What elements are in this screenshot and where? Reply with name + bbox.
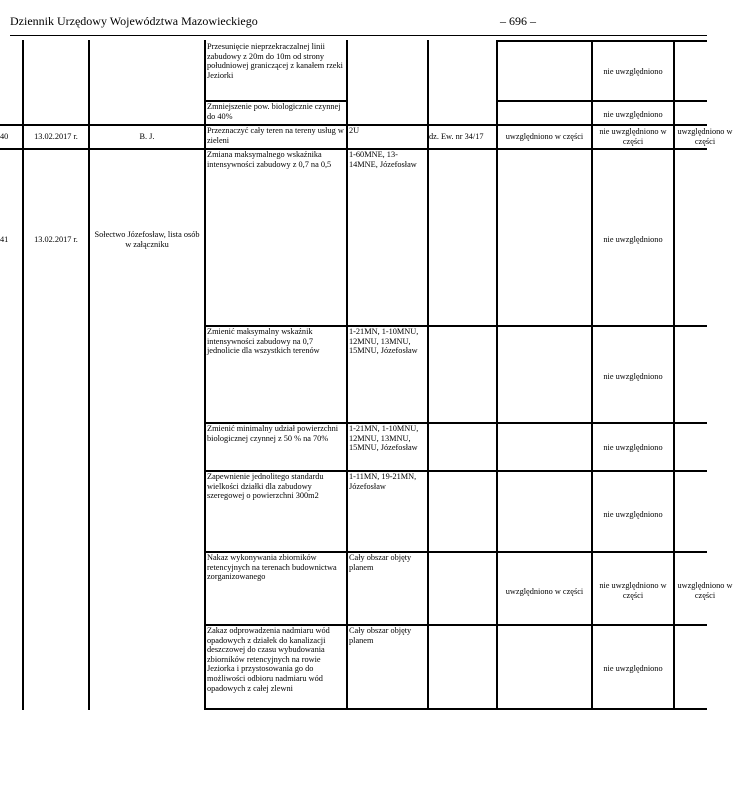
plan-area: Cały obszar objęty planem: [349, 553, 412, 572]
resolution-status: nie uwzględniono w części: [599, 581, 667, 600]
submission-date: 13.02.2017 r.: [34, 132, 78, 141]
resolution-status: nie uwzględniono: [603, 443, 663, 452]
plan-area: 1-21MN, 1-10MNU, 12MNU, 13MNU, 15MNU, Józefosław: [349, 424, 419, 453]
remark-description: Zmiana maksymalnego wskaźnika intensywności zabudowy z 0,7 na 0,5: [207, 150, 332, 169]
council-resolution: uwzględniono w części: [677, 127, 733, 146]
submitter-name: Sołectwo Józefosław, lista osób w załączniku: [94, 230, 200, 249]
remark-description: Zmienić minimalny udział powierzchni biologicznej czynnej z 50 % na 70%: [207, 424, 339, 443]
remark-description: Przesunięcie nieprzekraczalnej linii zabudowy z 20m do 10m od strony południowej graniczącej z kanałem rzeki Jeziorki: [207, 42, 343, 80]
remark-description: Zmniejszenie pow. biologicznie czynnej do 40%: [207, 102, 341, 121]
remark-description: Zapewnienie jednolitego standardu wielkości działki dla zabudowy szeregowej o powierzchni 300m2: [207, 472, 324, 501]
table-border: [496, 40, 707, 42]
wojt-resolution: uwzględniono w części: [505, 132, 584, 141]
journal-title: Dziennik Urzędowy Województwa Mazowieckiego: [10, 14, 258, 28]
plan-area: 1-21MN, 1-10MNU, 12MNU, 13MNU, 15MNU, Józefosław: [349, 327, 419, 356]
remark-description: Nakaz wykonywania zbiorników retencyjnych na terenach budownictwa zorganizowanego: [207, 553, 337, 582]
table-border: [204, 40, 206, 710]
entry-number: 41: [0, 235, 9, 244]
resolution-status: nie uwzględniono w części: [599, 127, 667, 146]
header-rule: [10, 35, 707, 36]
wojt-resolution: uwzględniono w części: [505, 587, 584, 596]
plan-area: Cały obszar objęty planem: [349, 626, 412, 645]
resolution-status: nie uwzględniono: [603, 510, 663, 519]
table-border: [346, 40, 348, 710]
remark-description: Zmienić maksymalny wskaźnik intensywności zabudowy na 0,7 jednolicie dla wszystkich terenów: [207, 327, 320, 356]
plan-area: 1-11MN, 19-21MN, Józefosław: [349, 472, 417, 491]
resolution-status: nie uwzględniono: [603, 235, 663, 244]
council-resolution: uwzględniono w części: [677, 581, 733, 600]
plan-area: 2U: [349, 126, 360, 135]
remark-description: Przeznaczyć cały teren na tereny usług w zieleni: [207, 126, 344, 145]
page-number: – 696 –: [500, 14, 536, 28]
submission-date: 13.02.2017 r.: [34, 235, 78, 244]
resolution-status: nie uwzględniono: [603, 110, 663, 119]
table-border: [204, 708, 707, 710]
plan-area: 1-60MNE, 13-14MNE, Józefosław: [349, 150, 417, 169]
submitter-name: B. J.: [139, 132, 155, 141]
resolution-status: nie uwzględniono: [603, 372, 663, 381]
resolution-status: nie uwzględniono: [603, 67, 663, 76]
entry-number: 40: [0, 132, 9, 141]
resolution-status: nie uwzględniono: [603, 664, 663, 673]
parcel-number: dz. Ew. nr 34/17: [429, 132, 484, 141]
remark-description: Zakaz odprowadzenia nadmiaru wód opadowych z działek do kanalizacji deszczowej do czasu wybudowania zbiorników retencyjnych na rowie Jeziorka i przystosowania go do możliwości odbioru nadmiaru wód opadowych z całej zlewni: [207, 626, 330, 693]
table-border: [496, 100, 707, 102]
